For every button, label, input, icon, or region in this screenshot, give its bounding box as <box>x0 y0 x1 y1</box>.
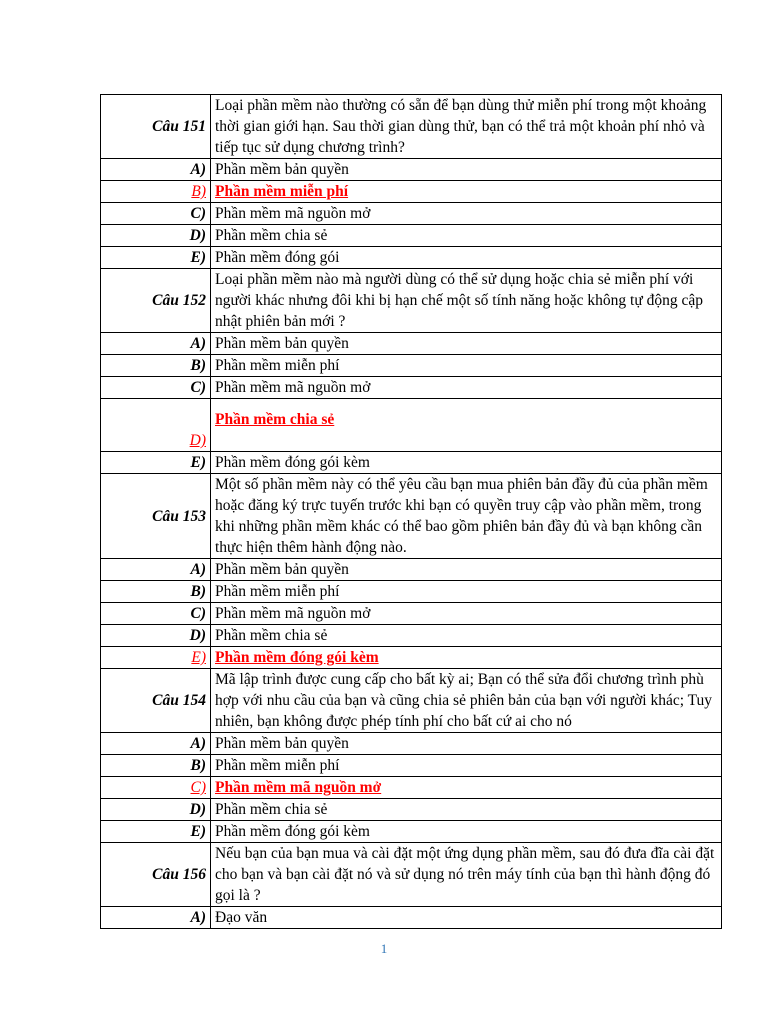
option-label: E) <box>101 247 211 269</box>
option-text: Phần mềm đóng gói kèm <box>211 821 722 843</box>
option-label: B) <box>101 581 211 603</box>
option-row <box>101 907 722 929</box>
question-row <box>101 269 722 333</box>
option-row <box>101 203 722 225</box>
option-row <box>101 159 722 181</box>
option-row <box>101 355 722 377</box>
question-text: Loại phần mềm nào thường có sẵn để bạn dùng thử miễn phí trong một khoảng thời gian giới hạn. Sau thời gian dùng thử, bạn có thể trả một khoản phí nhỏ và tiếp tục sử dụng chương trình? <box>211 95 722 159</box>
option-row-correct <box>101 399 722 452</box>
option-text: Phần mềm miễn phí <box>211 581 722 603</box>
option-label: A) <box>101 159 211 181</box>
option-text: Phần mềm đóng gói kèm <box>211 452 722 474</box>
question-row <box>101 669 722 733</box>
option-row-correct <box>101 181 722 203</box>
option-label: E) <box>101 821 211 843</box>
option-text: Phần mềm bản quyền <box>211 333 722 355</box>
option-row <box>101 733 722 755</box>
question-label: Câu 154 <box>101 669 211 733</box>
option-text: Phần mềm đóng gói <box>211 247 722 269</box>
option-text: Phần mềm miễn phí <box>211 755 722 777</box>
option-row <box>101 247 722 269</box>
option-text: Đạo văn <box>211 907 722 929</box>
option-label: A) <box>101 907 211 929</box>
question-row <box>101 843 722 907</box>
option-label: E) <box>101 647 211 669</box>
option-row <box>101 377 722 399</box>
option-row <box>101 625 722 647</box>
question-text: Loại phần mềm nào mà người dùng có thể sử dụng hoặc chia sẻ miễn phí với người khác nhưng đôi khi bị hạn chế một số tính năng hoặc không tự động cập nhật phiên bản mới ? <box>211 269 722 333</box>
option-row <box>101 821 722 843</box>
option-label: C) <box>101 203 211 225</box>
option-text: Phần mềm mã nguồn mở <box>211 777 722 799</box>
option-label: B) <box>101 355 211 377</box>
option-text: Phần mềm miễn phí <box>211 355 722 377</box>
option-label: C) <box>101 603 211 625</box>
option-row <box>101 603 722 625</box>
option-text: Phần mềm mã nguồn mở <box>211 203 722 225</box>
option-label: D) <box>101 625 211 647</box>
question-label: Câu 153 <box>101 474 211 559</box>
quiz-table <box>100 94 722 929</box>
option-label: C) <box>101 377 211 399</box>
question-label: Câu 152 <box>101 269 211 333</box>
question-label: Câu 151 <box>101 95 211 159</box>
question-label: Câu 156 <box>101 843 211 907</box>
option-row <box>101 225 722 247</box>
option-row <box>101 333 722 355</box>
question-text: Mã lập trình được cung cấp cho bất kỳ ai; Bạn có thể sửa đổi chương trình phù hợp với nhu cầu của bạn và cũng chia sẻ phiên bản của bạn với người khác; Tuy nhiên, bạn không được phép tính phí cho bất cứ ai cho nó <box>211 669 722 733</box>
question-text: Nếu bạn của bạn mua và cài đặt một ứng dụng phần mềm, sau đó đưa đĩa cài đặt cho bạn và bạn cài đặt nó và sử dụng nó trên máy tính của bạn thì hành động đó gọi là ? <box>211 843 722 907</box>
option-label: A) <box>101 733 211 755</box>
option-row <box>101 799 722 821</box>
option-text: Phần mềm đóng gói kèm <box>211 647 722 669</box>
option-label: D) <box>101 225 211 247</box>
option-text: Phần mềm bản quyền <box>211 559 722 581</box>
option-text: Phần mềm mã nguồn mở <box>211 603 722 625</box>
option-text: Phần mềm chia sẻ <box>211 625 722 647</box>
option-label: D) <box>101 399 211 452</box>
option-row <box>101 452 722 474</box>
option-text: Phần mềm chia sẻ <box>211 399 722 452</box>
option-label: A) <box>101 333 211 355</box>
option-row-correct <box>101 777 722 799</box>
option-row <box>101 559 722 581</box>
question-row <box>101 95 722 159</box>
option-row <box>101 581 722 603</box>
option-text: Phần mềm chia sẻ <box>211 799 722 821</box>
option-text: Phần mềm miễn phí <box>211 181 722 203</box>
option-label: B) <box>101 181 211 203</box>
option-label: C) <box>101 777 211 799</box>
option-row-correct <box>101 647 722 669</box>
option-row <box>101 755 722 777</box>
question-text: Một số phần mềm này có thể yêu cầu bạn mua phiên bản đầy đủ của phần mềm hoặc đăng ký trực tuyến trước khi bạn có quyền truy cập vào phần mềm, trong khi những phần mềm khác có thể bao gồm phiên bản đầy đủ và bạn không cần thực hiện thêm hành động nào. <box>211 474 722 559</box>
option-label: B) <box>101 755 211 777</box>
option-label: E) <box>101 452 211 474</box>
page-number: 1 <box>380 941 388 956</box>
question-row <box>101 474 722 559</box>
option-label: D) <box>101 799 211 821</box>
option-text: Phần mềm bản quyền <box>211 159 722 181</box>
option-text: Phần mềm chia sẻ <box>211 225 722 247</box>
option-label: A) <box>101 559 211 581</box>
option-text: Phần mềm bản quyền <box>211 733 722 755</box>
option-text: Phần mềm mã nguồn mở <box>211 377 722 399</box>
